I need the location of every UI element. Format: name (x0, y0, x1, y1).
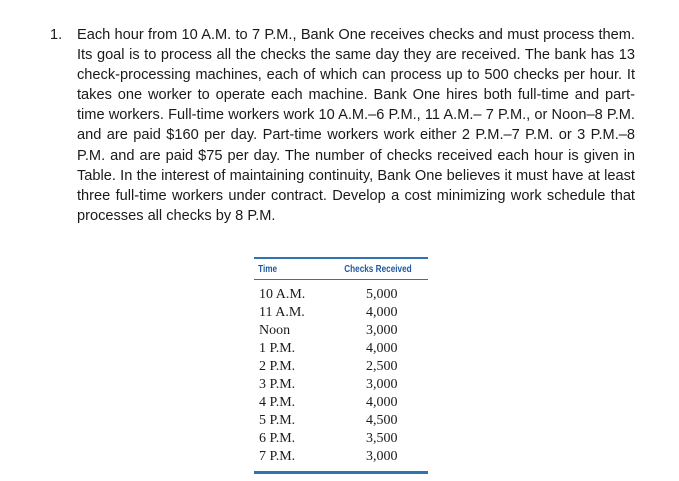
time-cell: 7 P.M. (259, 449, 296, 464)
checks-cell: 3,000 (366, 449, 398, 464)
problem-statement (50, 25, 635, 226)
table-row (254, 286, 428, 304)
time-cell: 11 A.M. (259, 305, 305, 320)
table-header-row (254, 259, 428, 279)
checks-cell: 5,000 (366, 287, 398, 302)
time-cell: Noon (259, 323, 291, 338)
table-row (254, 322, 428, 340)
table-row (254, 412, 428, 430)
problem-number: 1. (50, 27, 63, 43)
checks-cell: 4,000 (366, 305, 398, 320)
checks-cell: 3,000 (366, 323, 398, 338)
table-row (254, 358, 428, 376)
table-row (254, 394, 428, 412)
time-cell: 10 A.M. (259, 287, 306, 302)
column-header-checks-received: Checks Received (344, 264, 412, 275)
time-cell: 2 P.M. (259, 359, 296, 374)
table-body (254, 280, 428, 471)
time-cell: 3 P.M. (259, 377, 296, 392)
column-header-time: Time (258, 264, 278, 275)
time-cell: 5 P.M. (259, 413, 296, 428)
checks-cell: 4,000 (366, 395, 398, 410)
table-row (254, 376, 428, 394)
checks-cell: 4,000 (366, 341, 398, 356)
table-row (254, 340, 428, 358)
problem-text: Each hour from 10 A.M. to 7 P.M., Bank One receives checks and must process them. Its goal is to process all the checks the same day they are received. The bank has 13 check-processing machines, each of which can process up to 500 checks per hour. It takes one worker to operate each machine. Bank One hires both full-time and part-time workers. Full-time workers work 10 A.M.–6 P.M., 11 A.M.– 7 P.M., or Noon–8 P.M. and are paid $160 per day. Part-time workers work either 2 P.M.–7 P.M. or 3 P.M.–8 P.M. and are paid $75 per day. The number of checks received each hour is given in Table. In the interest of maintaining continuity, Bank One believes it must have at least three full-time workers under contract. Develop a cost minimizing work schedule that processes all checks by 8 P.M. (77, 27, 635, 224)
checks-cell: 3,000 (366, 377, 398, 392)
time-cell: 4 P.M. (259, 395, 296, 410)
table-row (254, 304, 428, 322)
time-cell: 6 P.M. (259, 431, 296, 446)
table-row (254, 430, 428, 448)
checks-table (254, 257, 428, 474)
table-row (254, 448, 428, 466)
table-bottom-rule (254, 471, 428, 474)
checks-cell: 2,500 (366, 359, 398, 374)
time-cell: 1 P.M. (259, 341, 296, 356)
checks-cell: 3,500 (366, 431, 398, 446)
checks-cell: 4,500 (366, 413, 398, 428)
